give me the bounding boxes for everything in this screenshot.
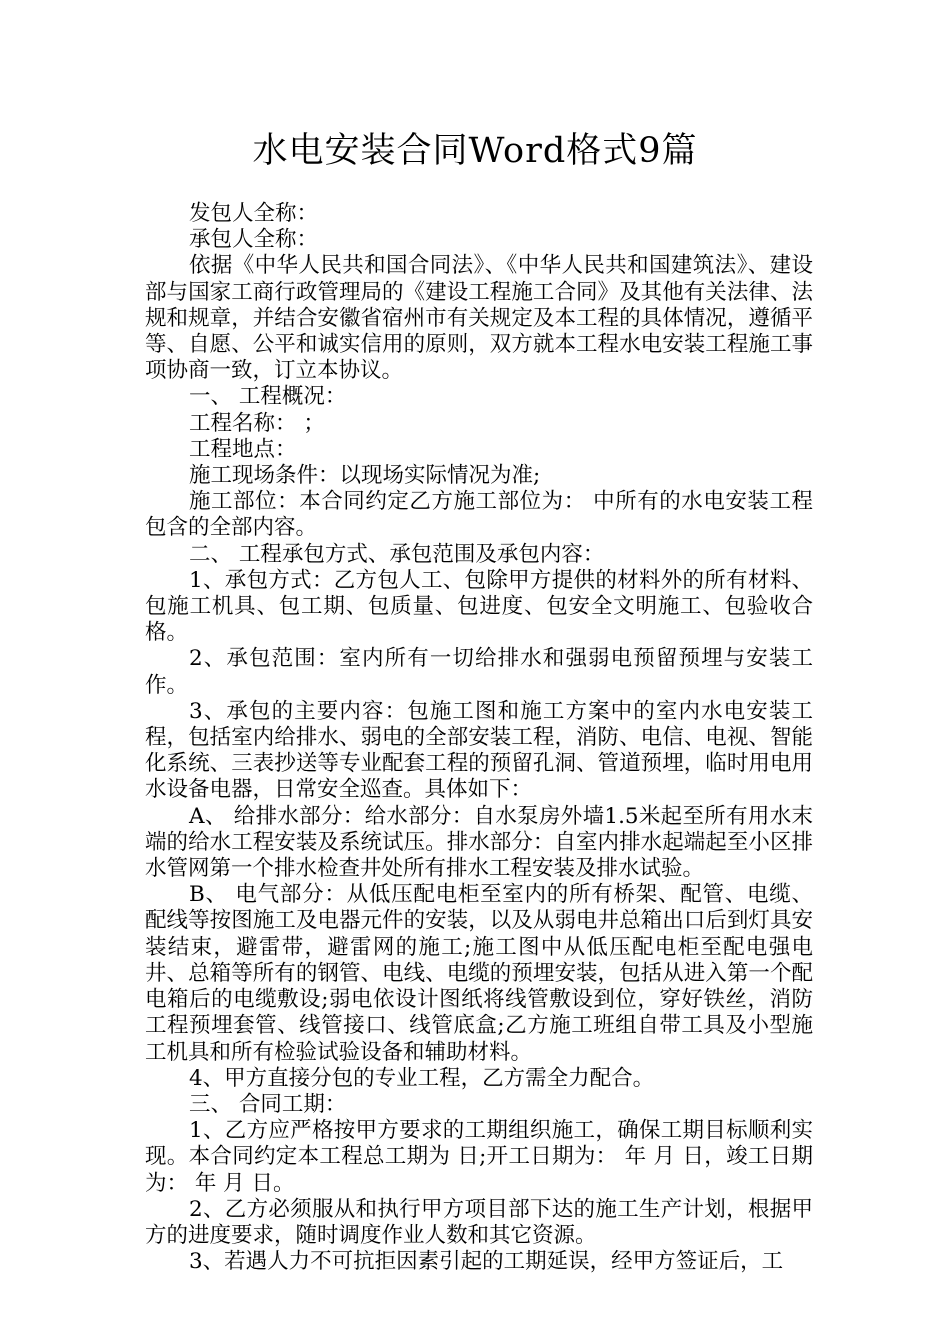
section-heading-overview: 一、 工程概况： [189,384,347,410]
paragraph-site-conditions: 施工现场条件：以现场实际情况为准; [189,463,541,489]
paragraph-main-content: 3、承包的主要内容：包施工图和施工方案中的室内水电安装工程，包括室内给排水、弱电的全部安装工程，消防、电信、电视、智能化系统、三表抄送等专业配套工程的预留孔洞、管道预埋，临时用电用水设备电器，日常安全巡查。具体如下： [145,698,813,803]
paragraph-project-name: 工程名称： ； [189,410,325,436]
paragraph-employer-name: 发包人全称： [189,201,319,226]
paragraph-schedule-2: 2、乙方必须服从和执行甲方项目部下达的施工生产计划，根据甲方的进度要求，随时调度作业人数和其它资源。 [145,1196,813,1248]
paragraph-project-location: 工程地点： [189,436,297,462]
document-body [145,201,813,1275]
paragraph-contractor-name: 承包人全称： [189,227,319,253]
paragraph-plumbing: A、 给排水部分：给水部分：自水泵房外墙1.5米起至所有用水末端的给水工程安装及系统试压。排水部分：自室内排水起端起至小区排水管网第一个排水检查井处所有排水工程安装及排水试验。 [145,803,813,882]
paragraph-schedule-1: 1、乙方应严格按甲方要求的工期组织施工，确保工期目标顺利实现。本合同约定本工程总工期为 日;开工日期为： 年 月 日，竣工日期为： 年 月 日。 [145,1118,813,1196]
paragraph-contract-method: 1、承包方式：乙方包人工、包除甲方提供的材料外的所有材料、包施工机具、包工期、包质量、包进度、包安全文明施工、包验收合格。 [145,567,813,646]
section-heading-contract-scope: 二、 工程承包方式、承包范围及承包内容： [189,541,605,567]
document-title: 水电安装合同Word格式9篇 [252,131,698,171]
paragraph-schedule-3: 3、若遇人力不可抗拒因素引起的工期延误，经甲方签证后，工 [189,1249,784,1275]
paragraph-legal-basis: 依据《中华人民共和国合同法》、《中华人民共和国建筑法》、建设部与国家工商行政管理局的《建设工程施工合同》及其他有关法律、法规和规章，并结合安徽省宿州市有关规定及本工程的具体情况，遵循平等、自愿、公平和诚实信用的原则，双方就本工程水电安装工程施工事项协商一致，订立本协议。 [145,253,813,384]
paragraph-contract-range: 2、承包范围：室内所有一切给排水和强弱电预留预埋与安装工作。 [145,646,813,698]
paragraph-electrical: B、 电气部分：从低压配电柜至室内的所有桥架、配管、电缆、配线等按图施工及电器元件的安装，以及从弱电井总箱出口后到灯具安装结束，避雷带，避雷网的施工;施工图中从低压配电柜至配电强电井、总箱等所有的钢管、电线、电缆的预埋安装，包括从进入第一个配电箱后的电缆敷设;弱电依设计图纸将线管敷设到位，穿好铁丝，消防工程预埋套管、线管接口、线管底盒;乙方施工班组自带工具及小型施工机具和所有检验试验设备和辅助材料。 [145,882,813,1065]
paragraph-subcontract: 4、甲方直接分包的专业工程，乙方需全力配合。 [189,1065,655,1091]
section-heading-schedule: 三、 合同工期： [189,1091,347,1117]
paragraph-construction-part: 施工部位：本合同约定乙方施工部位为： 中所有的水电安装工程包含的全部内容。 [145,489,813,541]
